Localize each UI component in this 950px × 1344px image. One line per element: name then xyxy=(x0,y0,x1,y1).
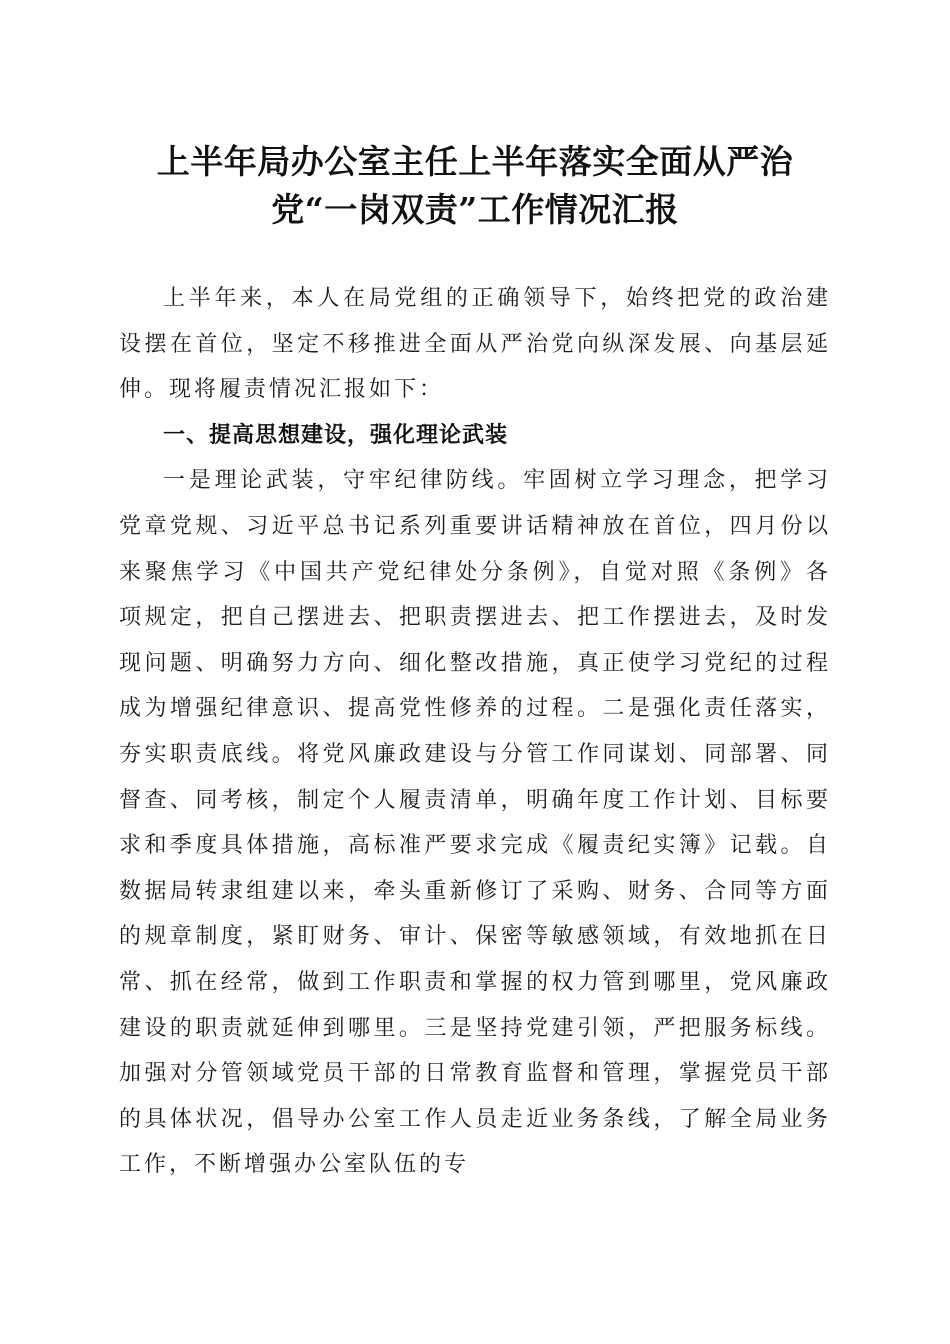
title-line-1: 上半年局办公室主任上半年落实全面从严治 xyxy=(156,142,794,181)
section-1-paragraph: 一是理论武装，守牢纪律防线。牢固树立学习理念，把学习党章党规、习近平总书记系列重要讲话精神放在首位，四月份以来聚焦学习《中国共产党纪律处分条例》，自觉对照《条例》各项规定，把自己摆进去、把职责摆进去、把工作摆进去，及时发现问题、明确努力方向、细化整改措施，真正使学习党纪的过程成为增强纪律意识、提高党性修养的过程。二是强化责任落实，夯实职责底线。将党风廉政建设与分管工作同谋划、同部署、同督查、同考核，制定个人履责清单，明确年度工作计划、目标要求和季度具体措施，高标准严要求完成《履责纪实簿》记载。自数据局转隶组建以来，牵头重新修订了采购、财务、合同等方面的规章制度，紧盯财务、审计、保密等敏感领域，有效地抓在日常、抓在经常，做到工作职责和掌握的权力管到哪里，党风廉政建设的职责就延伸到哪里。三是坚持党建引领，严把服务标线。加强对分管领域党员干部的日常教育监督和管理，掌握党员干部的具体状况，倡导办公室工作人员走近业务条线，了解全局业务工作，不断增强办公室队伍的专 xyxy=(119,468,831,1178)
intro-paragraph: 上半年来，本人在局党组的正确领导下，始终把党的政治建设摆在首位，坚定不移推进全面从严治党向纵深发展、向基层延伸。现将履责情况汇报如下： xyxy=(119,286,831,403)
section-heading-1: 一、提高思想建设，强化理论武装 xyxy=(163,422,509,448)
document-title xyxy=(100,138,850,234)
title-line-2: 党“一岗双责”工作情况汇报 xyxy=(271,190,679,229)
document-body xyxy=(119,276,831,1188)
